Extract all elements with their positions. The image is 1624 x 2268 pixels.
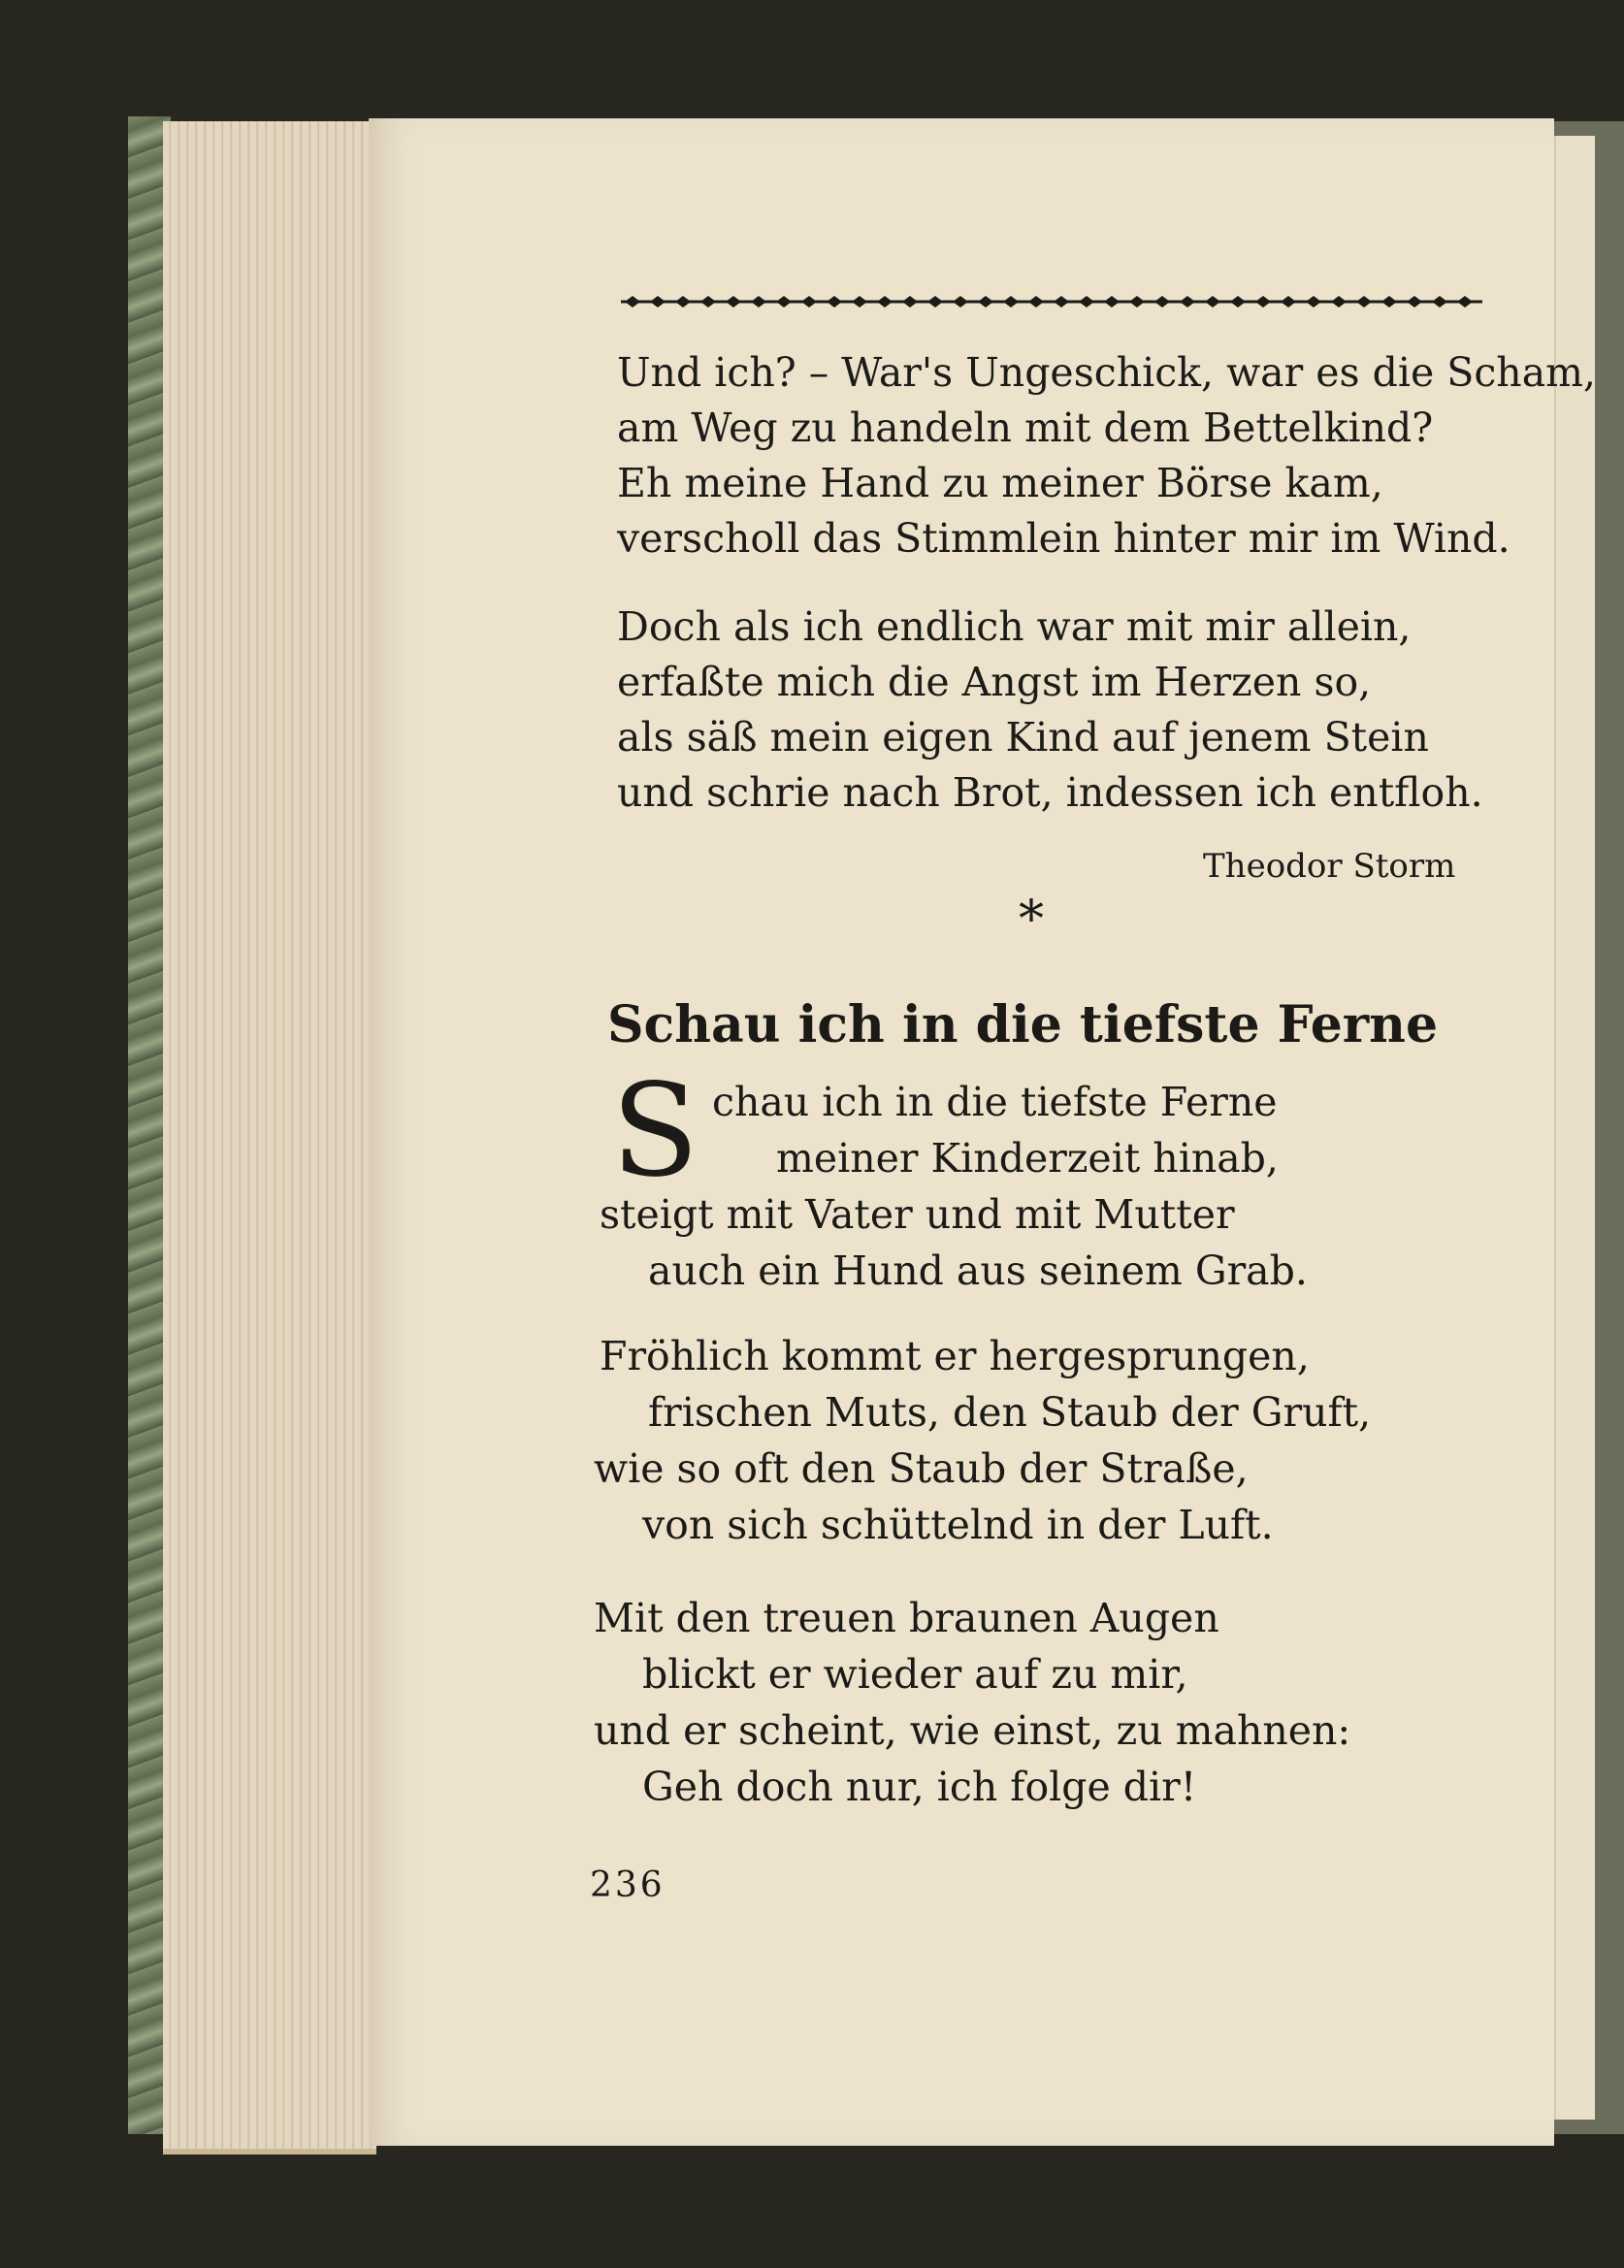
verse-line: als säß mein eigen Kind auf jenem Stein <box>617 714 1429 761</box>
verse-line: frischen Muts, den Staub der Gruft, <box>648 1389 1372 1436</box>
verse-line: erfaßte mich die Angst im Herzen so, <box>617 659 1372 705</box>
verse-line: chau ich in die tiefste Ferne <box>712 1079 1278 1125</box>
verse-line: auch ein Hund aus seinem Grab. <box>648 1247 1308 1294</box>
section-separator: * <box>1019 891 1044 949</box>
storm-stanza-2 <box>617 599 1483 821</box>
poem-title: Schau ich in die tiefste Ferne <box>607 995 1439 1054</box>
verse-line: am Weg zu handeln mit dem Bettelkind? <box>617 405 1434 451</box>
verse-line: und schrie nach Brot, indessen ich entfloh. <box>617 769 1483 816</box>
verse-line: steigt mit Vater und mit Mutter <box>600 1191 1235 1238</box>
verse-line: Eh meine Hand zu meiner Börse kam, <box>617 460 1383 506</box>
page-stack-edges <box>163 121 376 2155</box>
verse-line: Mit den treuen braunen Augen <box>594 1595 1219 1641</box>
verse-line: Doch als ich endlich war mit mir allein, <box>617 603 1412 650</box>
storm-stanza-1 <box>617 345 1596 567</box>
verse-line: blickt er wieder auf zu mir, <box>642 1651 1188 1698</box>
verse-line: Fröhlich kommt er hergesprungen, <box>600 1333 1310 1379</box>
verse-line: Geh doch nur, ich folge dir! <box>642 1764 1197 1810</box>
page-number: 236 <box>590 1865 666 1905</box>
author-attribution: Theodor Storm <box>1203 847 1456 886</box>
verse-line: wie so oft den Staub der Straße, <box>594 1445 1249 1492</box>
verse-line: meiner Kinderzeit hinab, <box>776 1135 1279 1182</box>
verse-line: und er scheint, wie einst, zu mahnen: <box>594 1707 1351 1754</box>
verse-line: verscholl das Stimmlein hinter mir im Wind. <box>617 515 1510 562</box>
ornamental-rule <box>621 291 1482 312</box>
verse-line: von sich schüttelnd in der Luft. <box>642 1502 1274 1548</box>
drop-cap: S <box>611 1056 699 1206</box>
verse-line: Und ich? – War's Ungeschick, war es die Scham, <box>617 349 1597 396</box>
